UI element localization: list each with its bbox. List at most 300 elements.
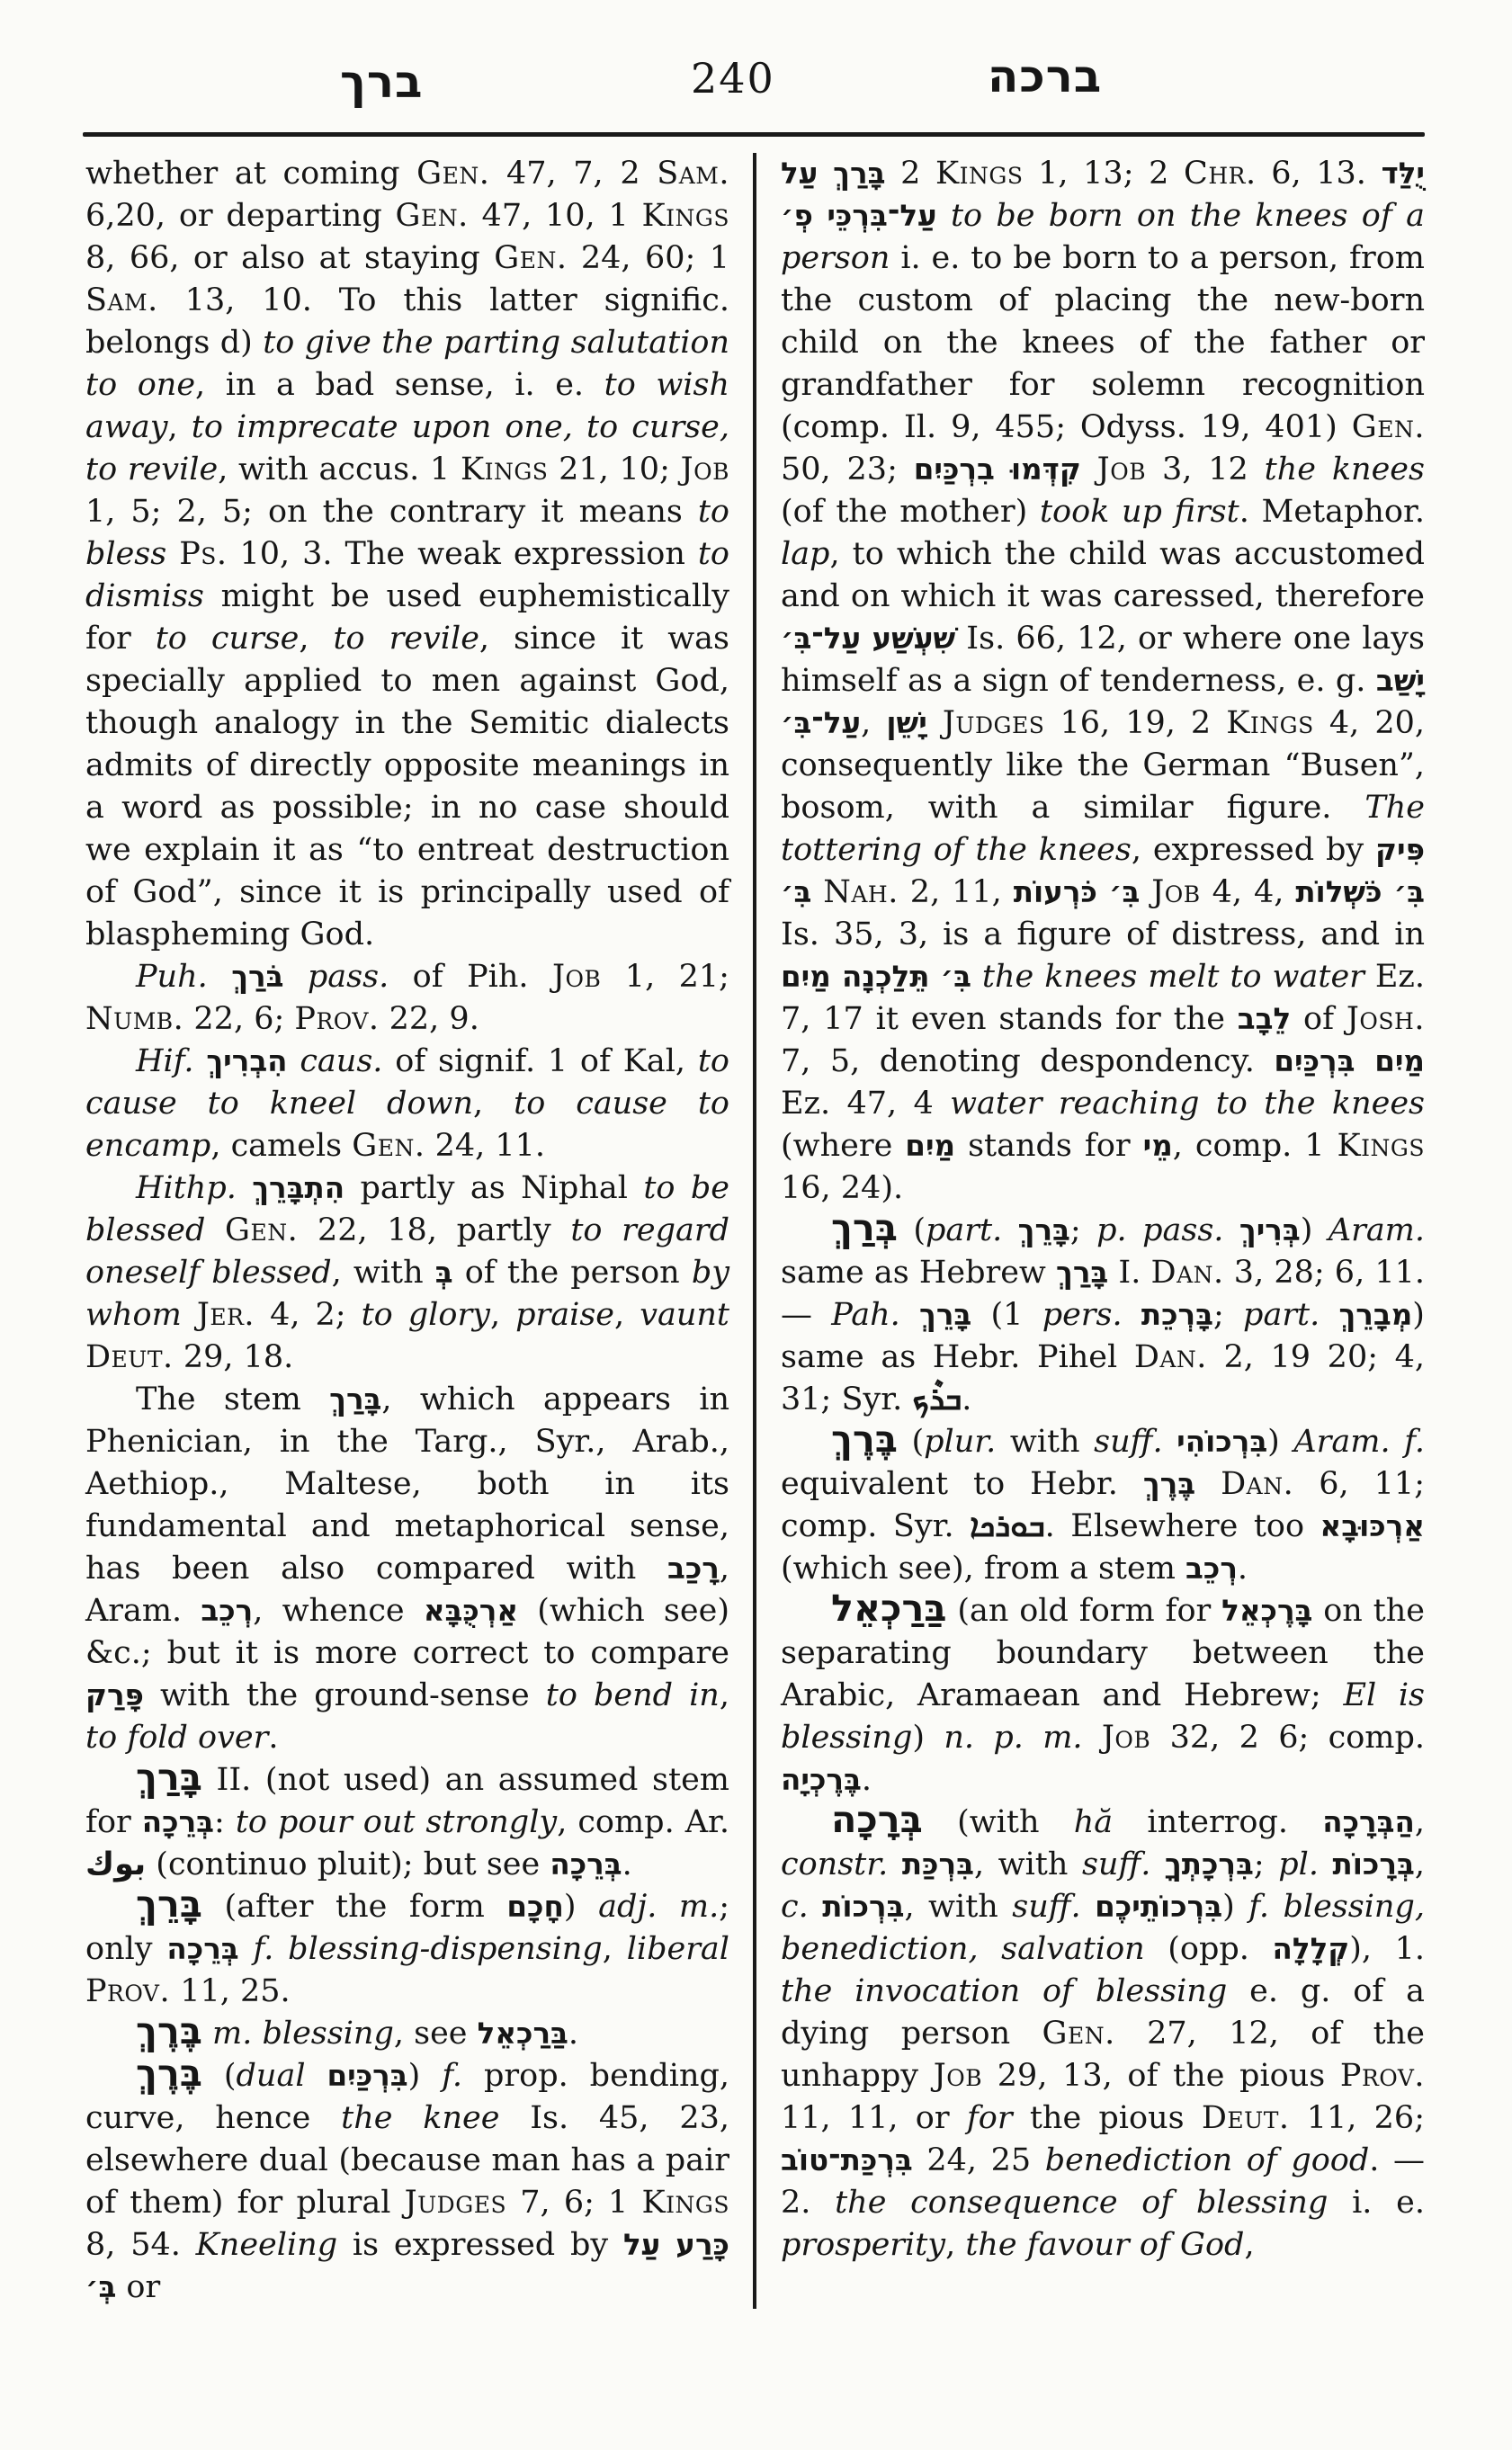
italic-text: to bend in [545, 1677, 720, 1713]
italic-text: p. pass. [1096, 1212, 1224, 1248]
hebrew-text: בְּרָכוֹת [1332, 1847, 1415, 1882]
hebrew-text: אַרְכֻּבָּא [423, 1594, 519, 1628]
bible-reference: Job [551, 959, 602, 995]
hebrew-text: הִתְבָּרֵךְ [252, 1171, 345, 1205]
dictionary-paragraph [85, 1167, 729, 1379]
text-run [927, 705, 943, 741]
bible-reference: Kings [641, 198, 730, 234]
hebrew-text: בֹּרַךְ [231, 960, 284, 994]
italic-text: pl. [1278, 1846, 1319, 1882]
bible-reference: Gen. [352, 1128, 425, 1164]
hebrew-text: יָשַׁב עַל־בִּ׳ [781, 664, 1425, 740]
italic-text: to cause to encamp [85, 1086, 729, 1164]
hebrew-text: בְּרֵכָה [166, 1932, 239, 1966]
text-run [1163, 1424, 1177, 1460]
text-run: ( [897, 1212, 926, 1248]
text-run: 3, 28; 6, 11. — [781, 1255, 1426, 1333]
italic-text: suff. [1081, 1846, 1151, 1882]
text-run: might be used euphemistically for [85, 578, 729, 657]
text-run: . Metaphor. [1239, 494, 1426, 530]
italic-text: to regard oneself blessed [85, 1212, 729, 1291]
text-run: ) [563, 1889, 599, 1925]
text-run [1320, 1297, 1338, 1333]
hebrew-headword: בֶּרֶךְ [831, 1417, 898, 1461]
text-run [1081, 452, 1097, 487]
dictionary-paragraph [781, 1587, 1426, 1802]
italic-text: Aram. [1328, 1212, 1425, 1248]
text-run: (an old form for [946, 1593, 1222, 1629]
bible-reference: Sam. [657, 156, 729, 192]
bible-reference: Numb. [85, 1001, 184, 1037]
hebrew-text: רָכַב [667, 1551, 720, 1586]
text-run: 47, 10, 1 [468, 198, 642, 234]
text-run [1319, 1846, 1333, 1882]
hebrew-text: בִּ׳ כֹּרְעוֹת [1013, 875, 1141, 909]
text-run: ( [201, 2058, 237, 2094]
dictionary-paragraph [85, 153, 729, 956]
text-run: 22, 6; [183, 1001, 295, 1037]
text-run: on the separating boundary between the Arabic, Aramaean and Hebrew; [781, 1593, 1425, 1713]
italic-text: the knees melt to water [981, 959, 1364, 995]
bible-reference: Gen. [395, 198, 469, 234]
text-run: , since it was specially applied to men against God, though analogy in the Semitic dialects admits of directly opposite meanings in a word as possible; in no case should we explain it as “to entreat destruction of God”, since it is principally used of blaspheming God. [85, 621, 729, 952]
dictionary-paragraph [85, 1756, 730, 1886]
hebrew-text: רְכֵב [1185, 1551, 1238, 1586]
page-number: 240 [691, 54, 775, 103]
text-run: of the person [452, 1255, 692, 1291]
italic-text: dual [236, 2058, 306, 2094]
text-run: . [962, 1381, 972, 1417]
bible-reference: Deut. [85, 1339, 174, 1375]
italic-text: adj. m. [598, 1889, 720, 1925]
text-run [937, 198, 951, 234]
text-run [239, 1931, 254, 1967]
dictionary-paragraph [85, 956, 729, 1041]
running-head [0, 43, 1512, 124]
hebrew-text: פִּיק בִּ׳ [781, 833, 1425, 909]
text-run: . [1237, 1551, 1248, 1587]
dictionary-paragraph [85, 1882, 729, 2013]
hebrew-headword: בֶּרֶךְ [136, 2009, 202, 2052]
italic-text: f. blessing-dispensing [253, 1931, 603, 1967]
text-run: , Aram. [85, 1551, 729, 1629]
text-run: 32, 2 6; comp. [1150, 1720, 1426, 1756]
dictionary-paragraph [85, 1379, 729, 1759]
text-run [208, 959, 231, 995]
bible-reference: Judges [404, 2185, 507, 2221]
hebrew-text: קִדְּמוּ בִרְכַּיִם [913, 452, 1081, 487]
bible-reference: Nah. [823, 874, 899, 910]
text-run: with the ground-sense [143, 1677, 546, 1713]
text-run: Ez. 47, 4 [781, 1086, 951, 1122]
italic-text: to be born on the knees of a person [781, 198, 1425, 276]
italic-text: to bless [85, 494, 729, 572]
text-run: 16, 19, 2 [1044, 705, 1227, 741]
hebrew-text: בְּרִיךְ [1239, 1213, 1301, 1247]
hebrew-text: בִּרְכוֹת [822, 1890, 905, 1924]
text-run: , [861, 705, 887, 741]
text-run: same as Hebrew [781, 1255, 1057, 1291]
hebrew-text: בָּרַךְ עַל [781, 156, 886, 191]
text-run: , in a bad sense, i. e. [195, 367, 604, 403]
text-run: 2 [885, 156, 935, 192]
hebrew-text: בָּרְכֵת [1141, 1298, 1213, 1332]
bible-reference: Gen. [225, 1212, 299, 1248]
text-run: ; [1213, 1297, 1244, 1333]
hebrew-text: פָּרַק [85, 1678, 144, 1712]
hebrew-text: הִבְרִיךְ [206, 1044, 288, 1078]
text-run: equivalent to Hebr. [781, 1466, 1143, 1502]
italic-text: Puh. [136, 959, 208, 995]
text-run: ) [407, 2058, 443, 2094]
bible-reference: Kings [1226, 705, 1314, 741]
text-run: . [268, 1720, 279, 1756]
bible-reference: Kings [641, 2185, 729, 2221]
italic-text: pers. [1042, 1297, 1123, 1333]
text-run: I. [1108, 1255, 1151, 1291]
bible-reference: Job [933, 2058, 983, 2094]
right-column [753, 153, 1425, 2309]
bible-reference: Dan. [1150, 1255, 1224, 1291]
text-run [1195, 1466, 1221, 1502]
text-run [205, 1212, 225, 1248]
hebrew-text: יָשֵׁן [886, 706, 927, 740]
italic-text: by whom [85, 1255, 729, 1333]
italic-text: hă [1073, 1804, 1114, 1840]
text-run: stands for [955, 1128, 1143, 1164]
bible-reference: Prov. [85, 1973, 171, 2009]
italic-text: to give the parting salutation to one [85, 325, 729, 403]
hebrew-text: בִּרְכַּת־טוֹב [781, 2143, 913, 2177]
hebrew-text: כָּרַע עַל בְּ׳ [85, 2228, 729, 2304]
text-run: , [719, 1677, 729, 1713]
bible-reference: Chr. [1184, 156, 1257, 192]
text-run: (after the form [201, 1889, 507, 1925]
hebrew-text: בֶּרֶכְיָה [781, 1763, 862, 1797]
text-run: 3, 12 [1146, 452, 1265, 487]
italic-text: lap [781, 536, 830, 572]
text-run: 8, 54. [85, 2227, 196, 2263]
text-run [900, 1297, 919, 1333]
italic-text: f. [442, 2058, 463, 2094]
text-run: (which see), from a stem [781, 1551, 1186, 1587]
text-run: (which see) &c.; but it is more correct to compare [85, 1593, 729, 1671]
hebrew-text: בַּרַכְאֵל [477, 2016, 568, 2051]
text-run: ; only [85, 1889, 729, 1967]
italic-text: Hif. [136, 1043, 194, 1079]
text-run: is expressed by [337, 2227, 623, 2263]
italic-text: to glory [361, 1297, 490, 1333]
text-run [194, 1043, 207, 1079]
text-run: (1 [971, 1297, 1042, 1333]
text-run [202, 2016, 212, 2052]
italic-text: Pah. [831, 1297, 900, 1333]
text-run: 47, 7, 2 [489, 156, 658, 192]
text-run: 4, 2; [255, 1297, 362, 1333]
italic-text: Kneeling [195, 2227, 338, 2263]
text-run: prop. bending, curve, hence [85, 2058, 730, 2136]
arabic-text: بوك [85, 1846, 147, 1882]
italic-text: El is blessing [781, 1677, 1425, 1756]
text-run: i. e. to be born to a person, from the custom of placing the new-born child on the knees of the father or grandfather for solemn recognition (comp. Il. 9, 455; Odyss. 19, 401) [781, 240, 1425, 445]
italic-text: prosperity [781, 2227, 946, 2263]
text-run: : [214, 1804, 236, 1840]
italic-text: the knee [341, 2100, 500, 2136]
syriac-text: ܒܪܶܟ [912, 1381, 962, 1417]
text-run: (opp. [1144, 1931, 1273, 1967]
dictionary-paragraph [85, 2009, 729, 2055]
italic-text: the consequence of blessing [835, 2185, 1329, 2221]
text-columns [85, 153, 1425, 2309]
hebrew-headword: בַּרַכְאֵל [831, 1587, 947, 1630]
text-run: 1, 21; [601, 959, 729, 995]
text-run: 21, 10; [548, 452, 681, 487]
text-run: ) [912, 1720, 944, 1756]
text-run: 24, 25 [912, 2142, 1045, 2178]
dictionary-paragraph [781, 153, 1425, 1210]
hebrew-text: מֵי [1142, 1129, 1173, 1163]
hebrew-text: רְכֵב [201, 1594, 254, 1628]
text-run: 4, 4, [1200, 874, 1296, 910]
text-run: , [945, 2227, 966, 2263]
bible-reference: Gen. [1351, 409, 1425, 445]
bible-reference: Deut. [1201, 2100, 1290, 2136]
text-run [1140, 874, 1151, 910]
hebrew-text: בִּרְכַּיִם [327, 2059, 408, 2093]
bible-reference: Kings [935, 156, 1024, 192]
text-run [1123, 1297, 1141, 1333]
dictionary-paragraph [85, 2052, 730, 2309]
text-run: ) same as Hebr. Pihel [781, 1297, 1425, 1375]
text-run: 7, 5, denoting despondency. [781, 1043, 1275, 1079]
text-run: , to which the child was accustomed and on which it was caressed, therefore [781, 536, 1425, 614]
hebrew-headword: בְּרָכָה [831, 1798, 923, 1841]
text-run: , [602, 1931, 627, 1967]
header-rule [83, 132, 1425, 137]
text-run: 11, 25. [170, 1973, 291, 2009]
hebrew-text: בָּרַךְ [329, 1382, 382, 1417]
text-run: , [167, 409, 192, 445]
text-run: (where [781, 1128, 906, 1164]
text-run [237, 1170, 252, 1206]
text-run: 4, 20, consequently like the German “Busen”, bosom, with a similar figure. [781, 705, 1425, 826]
text-run: Is. 45, 23, elsewhere dual (because man has a pair of them) for plural [85, 2100, 729, 2221]
bible-reference: Josh. [1346, 1001, 1425, 1037]
hebrew-text: בִּ׳ כֹּשְׁלוֹת [1295, 875, 1425, 909]
dictionary-paragraph [781, 1798, 1426, 2267]
text-run: . — 2. [781, 2142, 1425, 2221]
hebrew-text: בִּרְכַּת [901, 1847, 974, 1882]
text-run [1150, 1846, 1165, 1882]
text-run: (with [922, 1804, 1074, 1840]
bible-reference: Prov. [294, 1001, 380, 1037]
hebrew-text: אַרְכּוּבָא [1320, 1509, 1425, 1543]
text-run: 29, 13, of the pious [982, 2058, 1340, 2094]
bible-reference: Gen. [416, 156, 490, 192]
text-run: 2, 11, [898, 874, 1014, 910]
text-run: 16, 24). [781, 1170, 904, 1206]
text-run: 29, 18. [173, 1339, 294, 1375]
text-run: with [996, 1424, 1095, 1460]
text-run: 27, 12, of the unhappy [781, 2016, 1425, 2094]
text-run: , see [393, 2016, 478, 2052]
hebrew-text: לֵבָב [1237, 1002, 1292, 1036]
text-run: of [1291, 1001, 1346, 1037]
bible-reference: Gen. [494, 240, 568, 276]
bible-reference: Prov. [1339, 2058, 1425, 2094]
bible-reference: Dan. [1133, 1339, 1207, 1375]
hebrew-text: חָכָם [506, 1890, 564, 1924]
italic-text: to revile [333, 621, 479, 657]
syriac-text: ܒܘܪܟܐ [970, 1508, 1045, 1544]
italic-text: for [966, 2100, 1013, 2136]
italic-text: to cause to kneel down [85, 1043, 729, 1122]
text-run: 50, 23; [781, 452, 914, 487]
text-run: ; [1069, 1212, 1097, 1248]
italic-text: constr. [781, 1846, 889, 1882]
italic-text: f. blessing, benediction, salvation [781, 1889, 1425, 1967]
text-run: 6, 13. [1256, 156, 1382, 192]
text-run: of Pih. [389, 959, 552, 995]
text-run: , [299, 621, 334, 657]
text-run: 7, 6; 1 [506, 2185, 642, 2221]
italic-text: m. blessing [212, 2016, 394, 2052]
hebrew-text: מַיִם בִּרְכַּיִם [1274, 1044, 1425, 1078]
text-run: or [116, 2269, 161, 2305]
bible-reference: Judges [942, 705, 1045, 741]
text-run: partly as Niphal [344, 1170, 644, 1206]
text-run [971, 959, 982, 995]
hebrew-text: קְלָלָה [1272, 1932, 1350, 1966]
italic-text: to wish away [85, 367, 730, 445]
text-run: Is. 35, 3, is a figure of distress, and in [781, 917, 1425, 952]
hebrew-headword: בֶּרֶךְ [136, 2052, 202, 2095]
text-run [1083, 1720, 1102, 1756]
text-run: e. g. of a dying person [781, 1973, 1425, 2052]
italic-text: water reaching to the knees [950, 1086, 1426, 1122]
italic-text: plur. [924, 1424, 997, 1460]
italic-text: part. [1243, 1297, 1320, 1333]
text-run [811, 874, 823, 910]
italic-text: suff. [1094, 1424, 1163, 1460]
hebrew-text: בְּרֵכָה [141, 1805, 215, 1839]
italic-text: pass. [307, 959, 389, 995]
italic-text: the invocation of blessing [781, 1973, 1228, 2009]
text-run [1081, 1889, 1095, 1925]
text-run: interrog. [1113, 1804, 1323, 1840]
italic-text: to pour out strongly [235, 1804, 558, 1840]
text-run: , whence [253, 1593, 424, 1629]
left-catchword: ברך [340, 56, 424, 108]
italic-text: c. [781, 1889, 809, 1925]
text-run: , [1414, 1846, 1425, 1882]
bible-reference: Jer. [196, 1297, 255, 1333]
italic-text: to curse [155, 621, 300, 657]
right-catchword: ברכה [988, 50, 1103, 103]
text-run: , [1244, 2227, 1255, 2263]
text-run: , comp. Ar. [557, 1804, 730, 1840]
italic-text: suff. [1012, 1889, 1081, 1925]
bible-reference: Job [1151, 874, 1201, 910]
text-run [166, 536, 179, 572]
italic-text: caus. [300, 1043, 383, 1079]
text-run: , [614, 1297, 640, 1333]
text-run: ( [897, 1424, 925, 1460]
hebrew-text: בִּרְכוֹתֵיכֶם [1095, 1890, 1223, 1924]
hebrew-text: מַיִם [905, 1129, 956, 1163]
text-run: . [861, 1762, 872, 1798]
text-run [1002, 1212, 1017, 1248]
text-run [306, 2058, 327, 2094]
bible-reference: Kings [460, 452, 549, 487]
text-run: II. (not used) an assumed stem for [85, 1762, 729, 1840]
italic-text: to dismiss [85, 536, 729, 614]
italic-text: part. [926, 1212, 1003, 1248]
text-run [888, 1846, 902, 1882]
italic-text: The tottering of the knees [781, 790, 1425, 868]
text-run: , expressed by [1131, 832, 1376, 868]
hebrew-text: יֻלַּד עַל־בִּרְכֵּי פְ׳ [781, 156, 1425, 233]
text-run: , with [331, 1255, 435, 1291]
text-run: (of the mother) [781, 494, 1040, 530]
italic-text: to be blessed [85, 1170, 729, 1248]
text-run: ) [1222, 1889, 1249, 1925]
italic-text: the favour of God [965, 2227, 1245, 2263]
hebrew-text: בִּ׳ תֵּלַכְנָה מַיִם [781, 960, 971, 994]
text-run: , [489, 1297, 516, 1333]
text-run: ) [1300, 1212, 1329, 1248]
text-run: ) [1267, 1424, 1294, 1460]
text-run [1223, 1212, 1239, 1248]
dictionary-paragraph [85, 1041, 729, 1167]
text-run: 1, 5; 2, 5; on the contrary it means [85, 494, 698, 530]
hebrew-text: שִׁעְשַׁע עַל־בִּ׳ [781, 621, 956, 656]
text-run: , which appears in Phenician, in the Targ., Syr., Arab., Aethiop., Maltese, both in its fundamental and metaphorical sense, has been also compared with [85, 1381, 729, 1587]
hebrew-headword: בְּרַךְ [831, 1206, 898, 1249]
text-run: ; [1253, 1846, 1279, 1882]
text-run: . [622, 1846, 632, 1882]
text-run: 22, 9. [379, 1001, 479, 1037]
dictionary-paragraph [781, 1206, 1426, 1421]
text-run: , camels [210, 1128, 353, 1164]
italic-text: to fold over [85, 1720, 269, 1756]
bible-reference: Job [1101, 1720, 1151, 1756]
italic-text: took up first [1039, 494, 1239, 530]
hebrew-text: מְבָרֵךְ [1338, 1298, 1413, 1332]
text-run [288, 1043, 300, 1079]
bible-reference: Job [680, 452, 729, 487]
text-run [809, 1889, 822, 1925]
italic-text: the knees [1264, 452, 1425, 487]
bible-reference: Kings [1337, 1128, 1425, 1164]
text-run: 11, 11, or [781, 2100, 967, 2136]
bible-reference: Gen. [1042, 2016, 1115, 2052]
text-run: 10, 3. The weak expression [227, 536, 698, 572]
italic-text: Hithp. [136, 1170, 237, 1206]
text-run: 24, 11. [425, 1128, 546, 1164]
dictionary-paragraph [781, 1417, 1425, 1590]
hebrew-text: בָּרֵךְ [1017, 1213, 1070, 1247]
text-run: of signif. 1 of Kal, [382, 1043, 698, 1079]
hebrew-text: הַבְּרָכָה [1322, 1805, 1415, 1839]
hebrew-headword: בָּרַךְ [136, 1756, 202, 1799]
text-run: 6,20, or departing [85, 198, 396, 234]
hebrew-headword: בָּרֵךְ [136, 1882, 202, 1926]
text-run: 22, 18, partly [298, 1212, 571, 1248]
hebrew-text: בְּ [434, 1256, 453, 1290]
hebrew-text: בָּרַךְ [1056, 1256, 1109, 1290]
text-run [283, 959, 307, 995]
